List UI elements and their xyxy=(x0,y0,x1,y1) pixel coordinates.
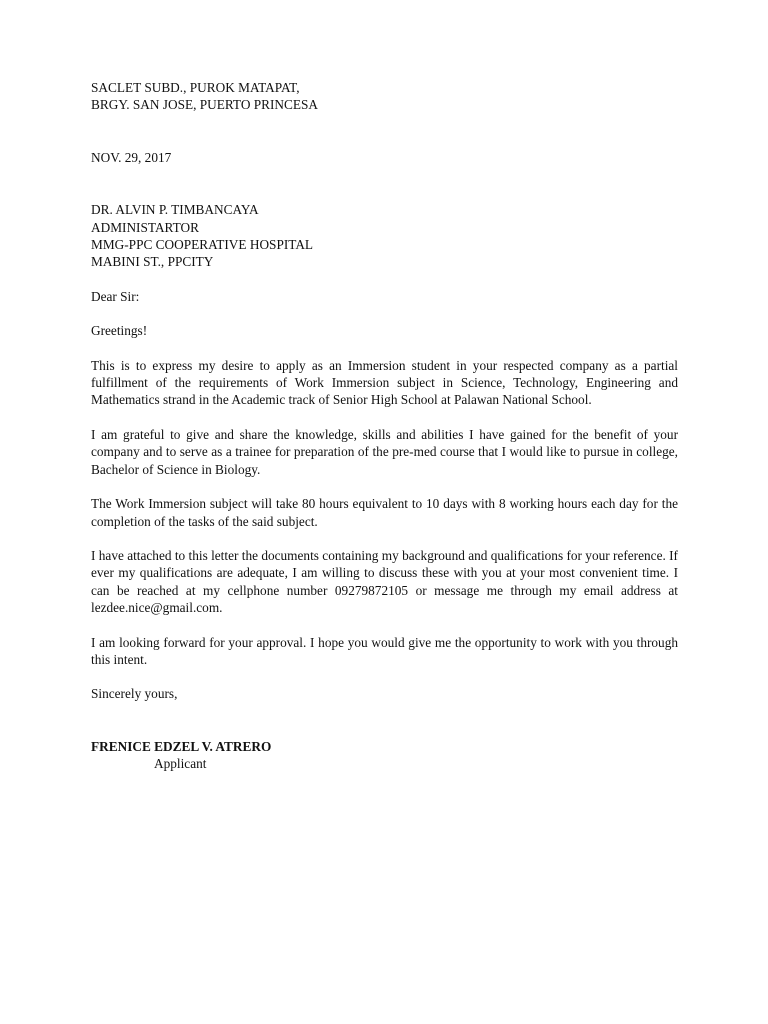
recipient-organization: MMG-PPC COOPERATIVE HOSPITAL xyxy=(91,237,314,253)
recipient-name: DR. ALVIN P. TIMBANCAYA xyxy=(91,202,259,218)
greeting: Greetings! xyxy=(91,323,148,339)
recipient-address xyxy=(91,201,678,271)
salutation: Dear Sir: xyxy=(91,288,140,304)
paragraph-attachments: I have attached to this letter the documents containing my background and qualifications for your reference. If ever my qualifications are adequate, I am willing to discuss these with you at your most convenient time. I can be reached at my cellphone number 09279872105 or message me through my email address at lezdee.nice@gmail.com. xyxy=(91,547,678,616)
paragraph-closing-remarks: I am looking forward for your approval. I hope you would give me the opportunity to work with you through this intent. xyxy=(91,634,678,667)
signer-title: Applicant xyxy=(154,756,207,772)
letter-date: NOV. 29, 2017 xyxy=(91,149,172,165)
recipient-street: MABINI ST., PPCITY xyxy=(91,254,214,270)
letter-body xyxy=(91,79,678,773)
sender-address-line-2: BRGY. SAN JOSE, PUERTO PRINCESA xyxy=(91,97,319,113)
sender-address xyxy=(91,79,678,114)
signature-block xyxy=(91,738,678,773)
recipient-title: ADMINISTARTOR xyxy=(91,219,199,235)
paragraph-application: This is to express my desire to apply as an Immersion student in your respected company as a partial fulfillment of the requirements of Work Immersion subject in Science, Technology, Engineering and Mathematics strand in the Academic track of Senior High School at Palawan National School. xyxy=(91,357,678,408)
paragraph-gratitude: I am grateful to give and share the knowledge, skills and abilities I have gained for the benefit of your company and to serve as a trainee for preparation of the pre-med course that I would like to pursue in college, Bachelor of Science in Biology. xyxy=(91,426,678,477)
paragraph-duration: The Work Immersion subject will take 80 hours equivalent to 10 days with 8 working hours each day for the completion of the tasks of the said subject. xyxy=(91,496,678,529)
signer-name: FRENICE EDZEL V. ATRERO xyxy=(91,738,272,754)
sender-address-line-1: SACLET SUBD., PUROK MATAPAT, xyxy=(91,80,300,95)
complimentary-close: Sincerely yours, xyxy=(91,686,178,702)
